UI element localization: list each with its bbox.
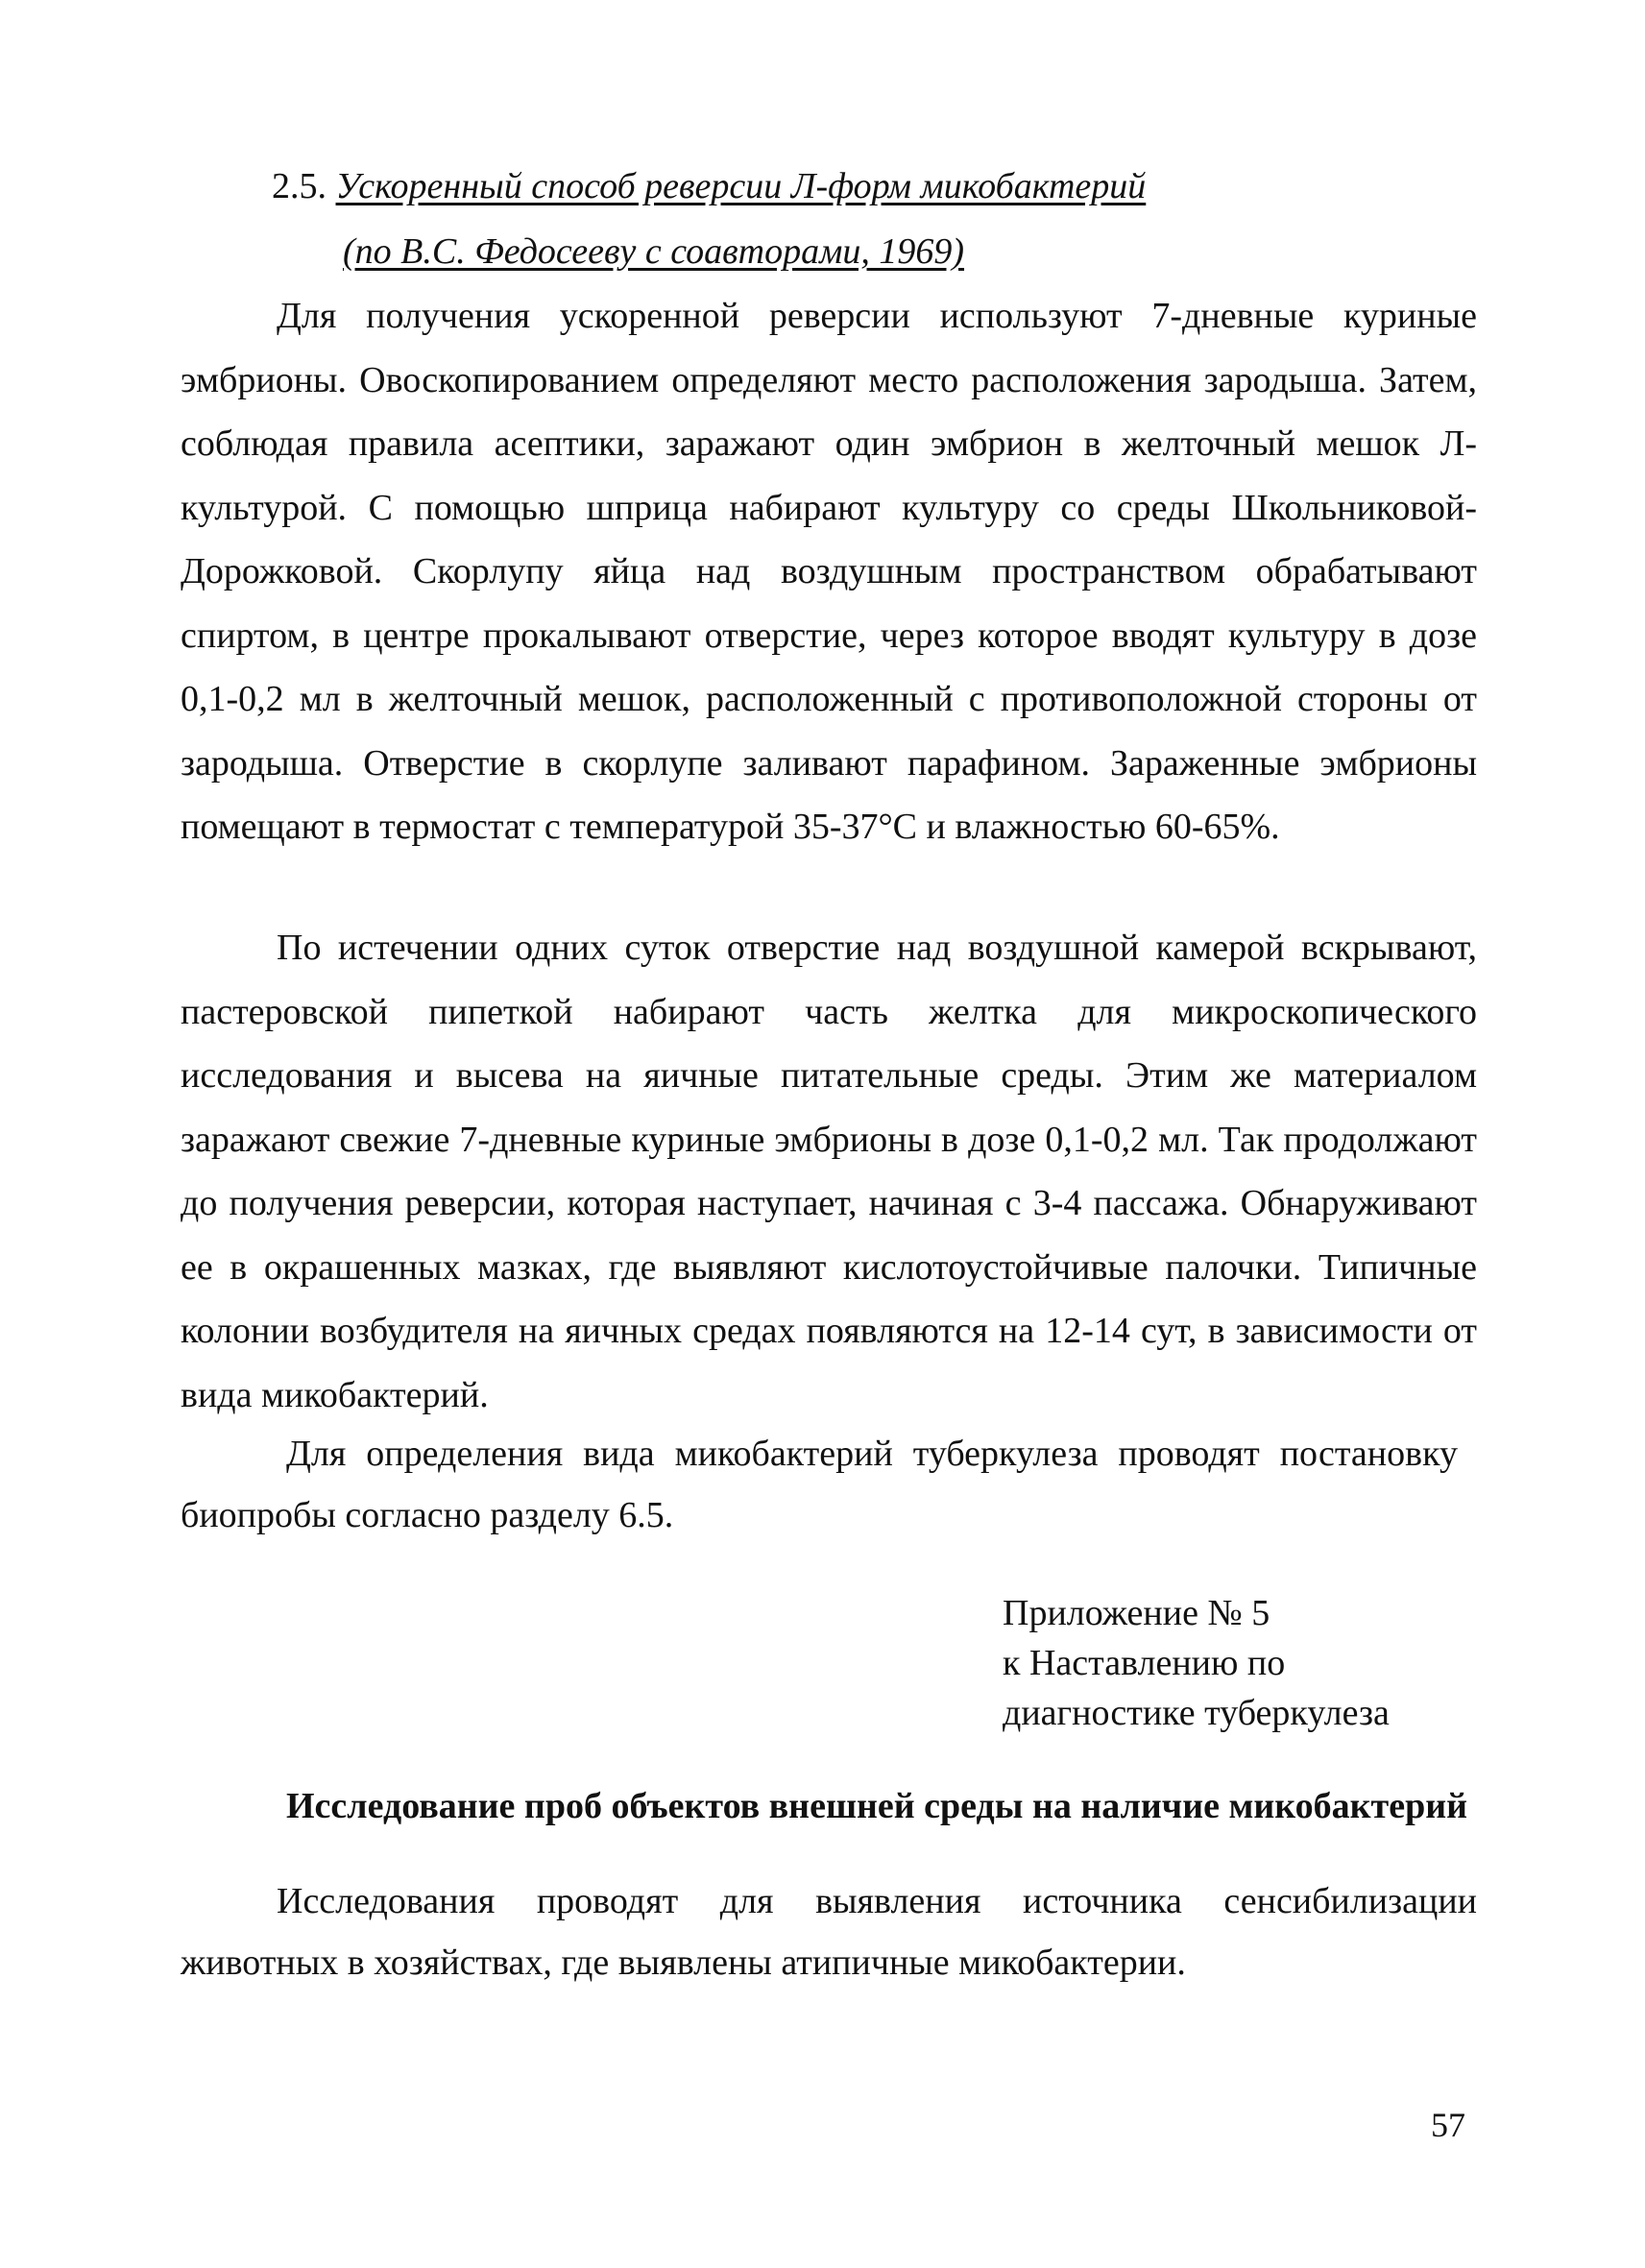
paragraph-1: Для получения ускоренной реверсии используют 7-дневные куриные эмбрионы. Овоскопированием определяют место расположения зародыша. Затем, соблюдая правила асептики, заражают один эмбрион в желточный мешок Л-культурой. С помощью шприца набирают культуру со среды Школьниковой-Дорожковой. Скорлупу яйца над воздушным пространством обрабатывают спиртом, в центре прокалывают отверстие, через которое вводят культуру в дозе 0,1-0,2 мл в желточный мешок, расположенный с противоположной стороны от зародыша. Отверстие в скорлупе заливают парафином. Зараженные эмбрионы помещают в термостат с температурой 35-37°С и влажностью 60-65%.	[181, 296, 1477, 847]
section-heading-line-1	[272, 165, 1146, 207]
section-subtitle: (по В.С. Федосееву с соавторами, 1969)	[343, 231, 965, 272]
paragraph-2: По истечении одних суток отверстие над воздушной камерой вскрывают, пастеровской пипеткой набирают часть желтка для микроскопического исследования и высева на яичные питательные среды. Этим же материалом заражают свежие 7-дневные куриные эмбрионы в дозе 0,1-0,2 мл. Так продолжают до получения реверсии, которая наступает, начиная с 3-4 пассажа. Обнаруживают ее в окрашенных мазках, где выявляют кислотоустойчивые палочки. Типичные колонии возбудителя на яичных средах появляются на 12-14 сут, в зависимости от вида микобактерий.	[181, 928, 1477, 1415]
appendix-line-3: диагностике туберкулеза	[1003, 1693, 1390, 1733]
paragraph-3: Для определения вида микобактерий туберкулеза проводят постановку биопробы согласно разделу 6.5.	[181, 1434, 1458, 1535]
appendix-line-2: к Наставлению по	[1003, 1643, 1286, 1683]
appendix-number: Приложение № 5	[1003, 1593, 1270, 1633]
appendix-title: Исследование проб объектов внешней среды на наличие микобактерий	[286, 1786, 1467, 1826]
section-title: Ускоренный способ реверсии Л-форм микобактерий	[335, 166, 1147, 206]
section-number: 2.5.	[272, 166, 327, 206]
section-heading-line-2	[343, 230, 964, 273]
appendix-reference	[1003, 1588, 1390, 1738]
page-number: 57	[1431, 2106, 1465, 2144]
appendix-paragraph: Исследования проводят для выявления источника сенсибилизации животных в хозяйствах, где выявлены атипичные микобактерии.	[181, 1881, 1477, 1983]
